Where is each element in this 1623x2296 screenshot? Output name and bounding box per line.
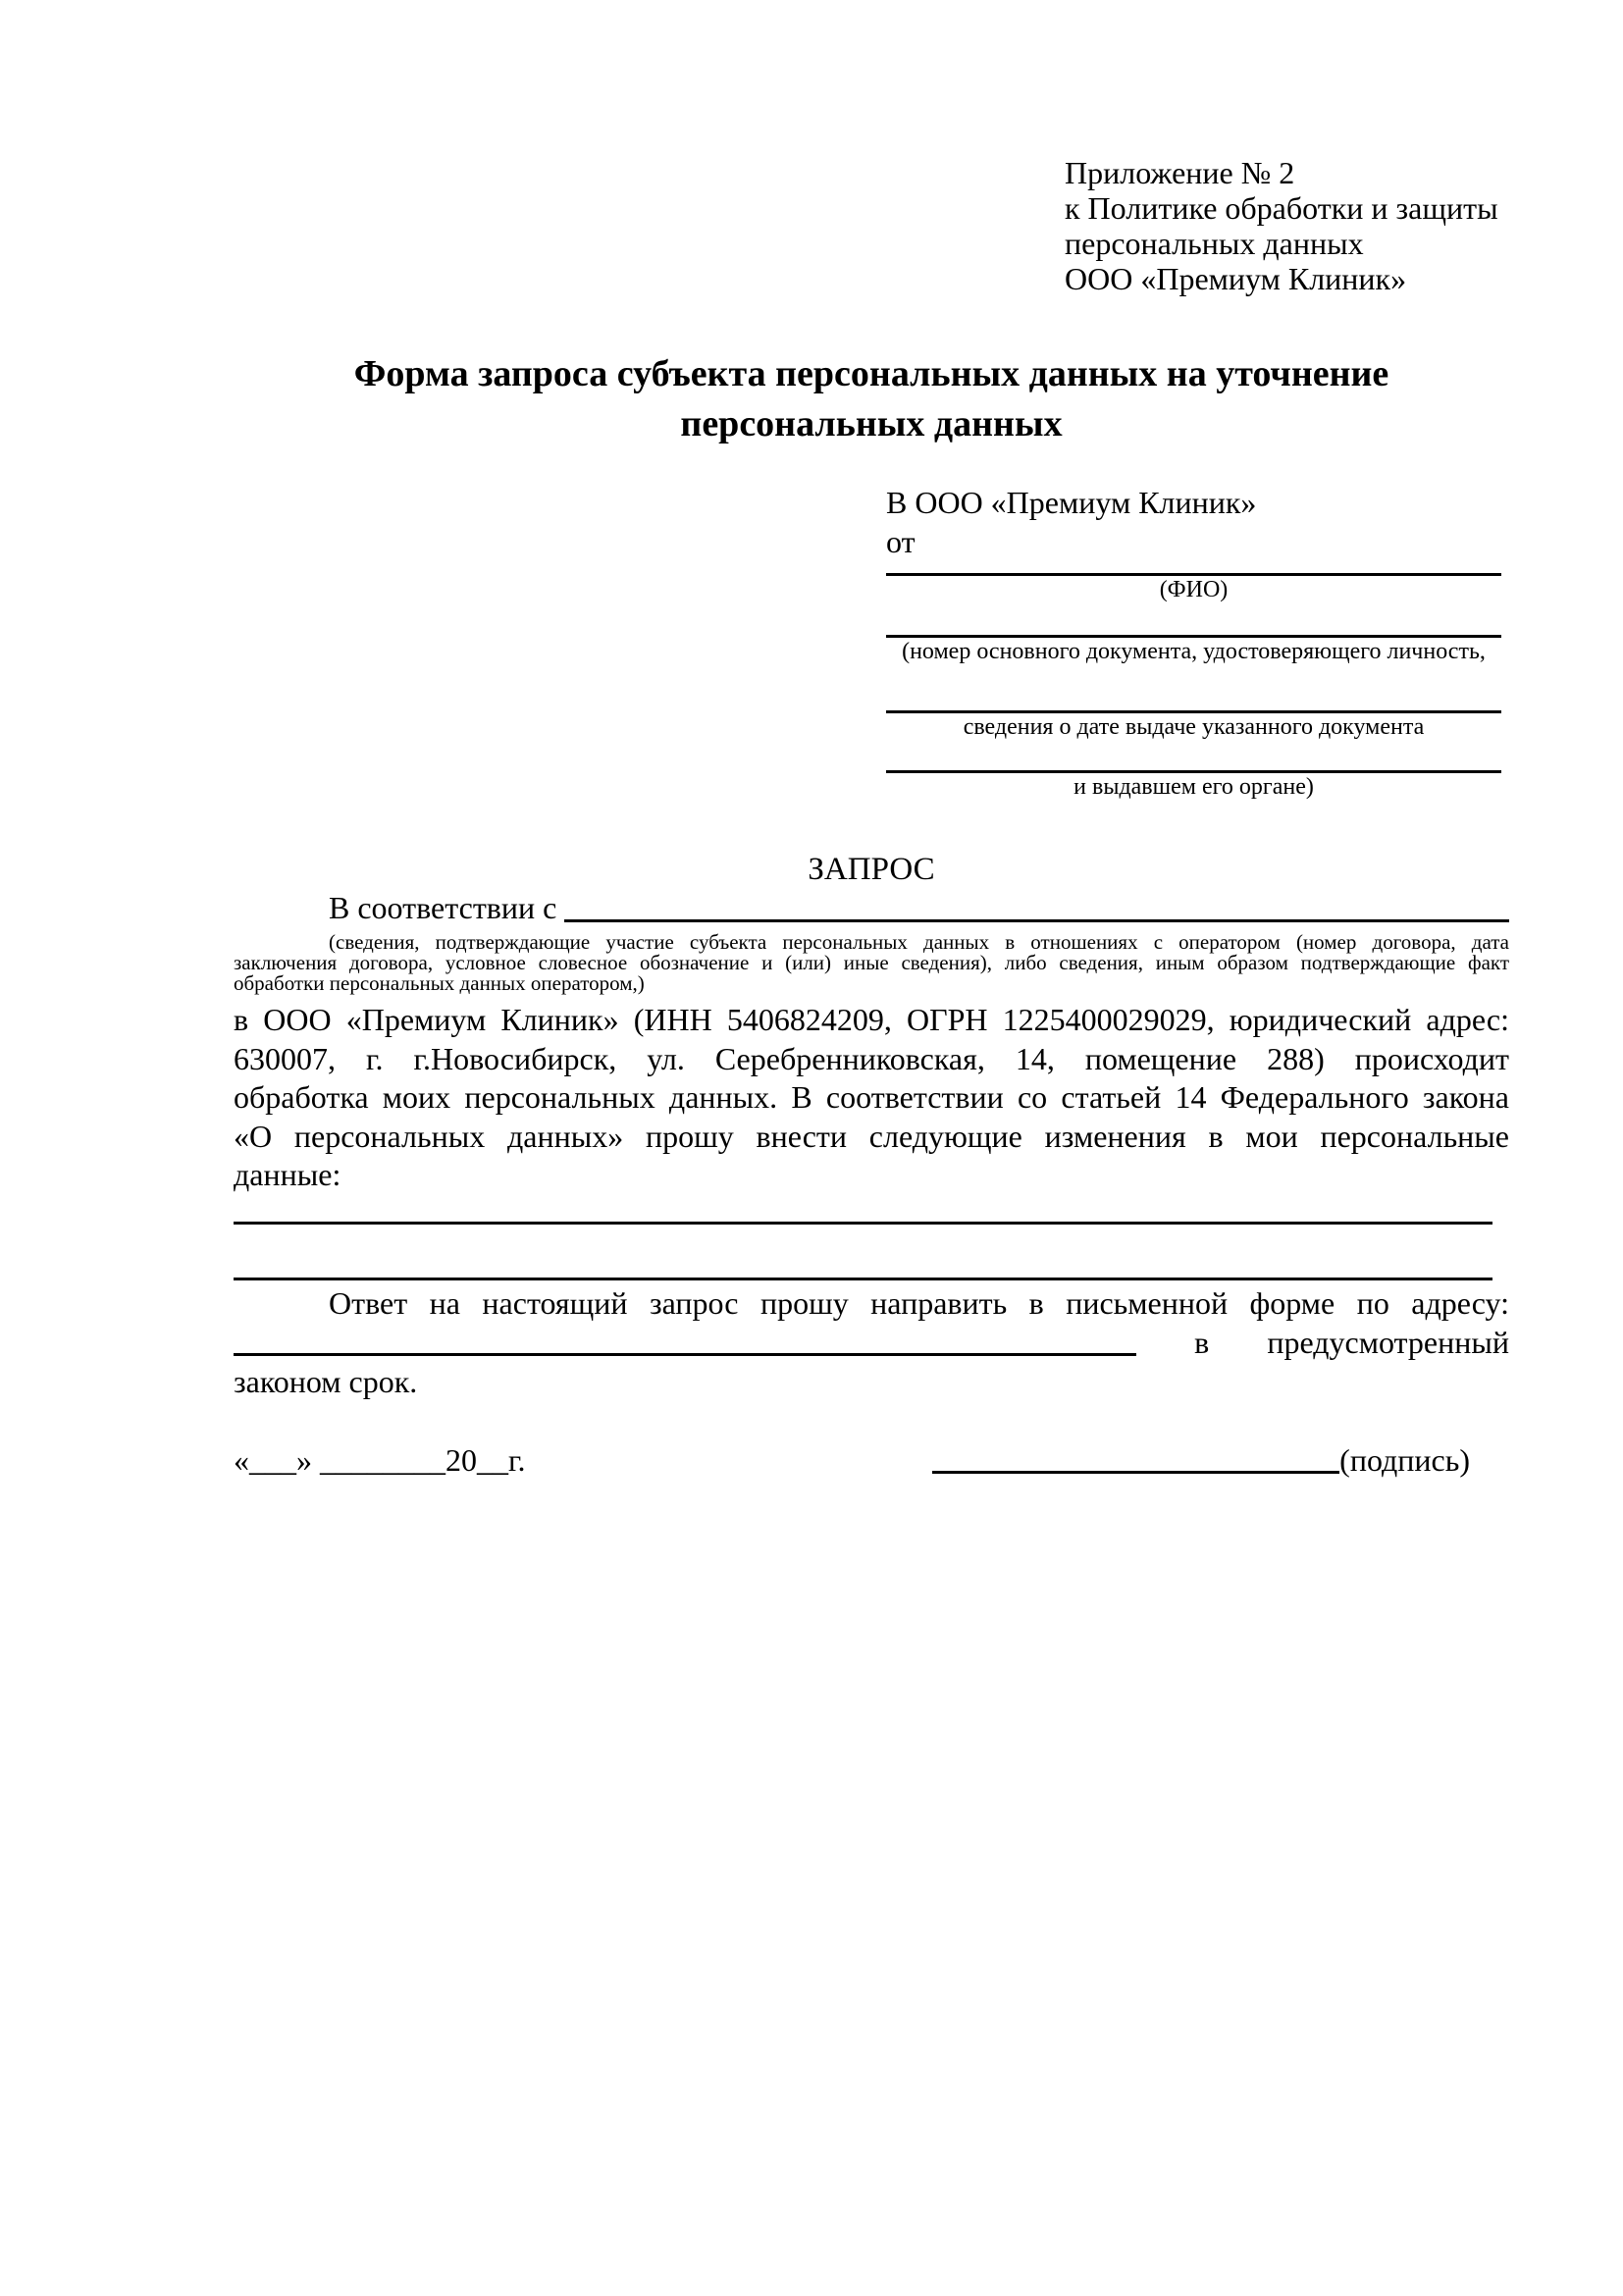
footnote xyxy=(234,932,1509,994)
document-number-caption: (номер основного документа, удостоверяющего личность, xyxy=(902,639,1486,664)
document-title xyxy=(234,349,1509,449)
intro-prefix: В соответствии с xyxy=(329,890,557,925)
title-line: персональных данных xyxy=(680,403,1063,444)
fio-caption: (ФИО) xyxy=(1159,577,1229,602)
recipient-line: В ООО «Премиум Клиник» xyxy=(886,485,1257,520)
reply-paragraph xyxy=(234,1283,1509,1401)
intro-line xyxy=(234,888,1509,927)
appendix-line: Приложение № 2 xyxy=(1065,155,1295,190)
addressee-block xyxy=(886,483,1501,801)
request-body xyxy=(234,1001,1509,1195)
body-line: обработка моих персональных данных. В соответствии со статьей 14 Федерального закона xyxy=(234,1079,1509,1115)
body-line: в ООО «Премиум Клиник» (ИНН 5406824209, ОГРН 1225400029029, юридический адрес: xyxy=(234,1002,1509,1037)
body-line: 630007, г. г.Новосибирск, ул. Серебренниковская, 14, помещение 288) происходит xyxy=(234,1040,1509,1076)
issue-date-caption: сведения о дате выдаче указанного документа xyxy=(963,714,1425,740)
date-signature-row xyxy=(234,1440,1509,1480)
footnote-line: заключения договора, условное словесное обозначение и (или) иные сведения), либо сведения, иным образом подтверждающие факт xyxy=(234,951,1509,974)
reply-line-1: Ответ на настоящий запрос прошу направить в письменной форме по адресу: xyxy=(329,1285,1509,1321)
address-fill-line xyxy=(234,1353,1136,1356)
title-line: Форма запроса субъекта персональных данных на уточнение xyxy=(353,353,1389,394)
issuing-authority-field-line xyxy=(886,741,1501,773)
fio-field-line xyxy=(886,561,1501,576)
signature-caption: (подпись) xyxy=(1339,1442,1470,1478)
body-line: «О персональных данных» прошу внести следующие изменения в мои персональные xyxy=(234,1118,1509,1154)
signature-group xyxy=(932,1440,1470,1480)
issuing-authority-caption: и выдавшем его органе) xyxy=(1073,774,1314,800)
appendix-line: ООО «Премиум Клиник» xyxy=(1065,261,1407,296)
intro-fill-line xyxy=(564,919,1509,922)
body-line: данные: xyxy=(234,1157,341,1192)
signature-line xyxy=(932,1471,1339,1474)
document-number-field-line xyxy=(886,603,1501,638)
date-blank: «___» ________20__г. xyxy=(234,1442,526,1478)
footnote-line: (сведения, подтверждающие участие субъекта персональных данных в отношениях с оператором (номер договора, дата xyxy=(329,930,1509,954)
appendix-line: к Политике обработки и защиты xyxy=(1065,190,1498,226)
from-label: от xyxy=(886,524,916,559)
blank-line-2 xyxy=(234,1278,1492,1280)
reply-word-term: предусмотренный xyxy=(1267,1325,1509,1360)
reply-line-2 xyxy=(234,1323,1509,1362)
appendix-line: персональных данных xyxy=(1065,226,1364,261)
blank-line-1 xyxy=(234,1222,1492,1225)
request-heading: ЗАПРОС xyxy=(808,852,935,887)
issue-date-field-line xyxy=(886,665,1501,713)
appendix-header xyxy=(1065,155,1498,296)
reply-line-3: законом срок. xyxy=(234,1364,418,1399)
reply-word-in: в xyxy=(1194,1325,1210,1360)
footnote-line: обработки персональных данных оператором,) xyxy=(234,971,645,995)
